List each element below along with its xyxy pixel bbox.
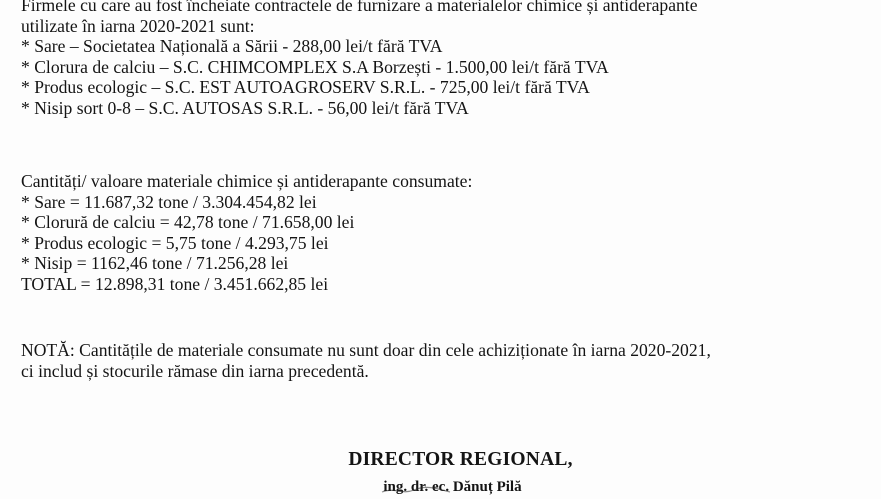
note-line-1: NOTĂ: Cantitățile de materiale consumate nu sunt doar din cele achiziționate în iarna 2020-2021,: [21, 340, 711, 360]
consumption-section: [21, 171, 871, 295]
contract-item-calcium-chloride: * Clorura de calciu – S.C. CHIMCOMPLEX S.A Borzești - 1.500,00 lei/t fără TVA: [21, 56, 609, 77]
contract-item-eco-product: * Produs ecologic – S.C. EST AUTOAGROSERV S.R.L. - 725,00 lei/t fără TVA: [21, 77, 590, 98]
consumption-item-salt: * Sare = 11.687,32 tone / 3.304.454,82 lei: [21, 191, 317, 212]
consumption-item-sand: * Nisip = 1162,46 tone / 71.256,28 lei: [21, 253, 289, 274]
signature-name: ing. dr. ec. Dănuț Pilă: [383, 479, 522, 495]
contract-item-salt: * Sare – Societatea Națională a Sării - 288,00 lei/t fără TVA: [21, 36, 443, 57]
contracts-intro-line-2: utilizate în iarna 2020-2021 sunt:: [21, 15, 255, 36]
consumption-heading: Cantități/ valoare materiale chimice și antiderapante consumate:: [21, 171, 473, 191]
consumption-item-calcium-chloride: * Clorură de calciu = 42,78 tone / 71.658,00 lei: [21, 212, 355, 233]
consumption-item-eco-product: * Produs ecologic = 5,75 tone / 4.293,75 lei: [21, 232, 329, 253]
contracts-intro-line-1: Firmele cu care au fost încheiate contractele de furnizare a materialelor chimice și antiderapante: [21, 0, 698, 15]
note-line-2: ci includ și stocurile rămase din iarna precedentă.: [21, 360, 369, 381]
signature-title: DIRECTOR REGIONAL,: [348, 449, 573, 470]
contracts-section: [21, 0, 871, 119]
note-section: [21, 340, 871, 381]
consumption-total: TOTAL = 12.898,31 tone / 3.451.662,85 lei: [21, 273, 329, 294]
contract-item-sand: * Nisip sort 0-8 – S.C. AUTOSAS S.R.L. - 56,00 lei/t fără TVA: [21, 97, 469, 118]
handwritten-signature-stroke: [380, 486, 452, 496]
signature-name-wrapper: [0, 478, 881, 496]
